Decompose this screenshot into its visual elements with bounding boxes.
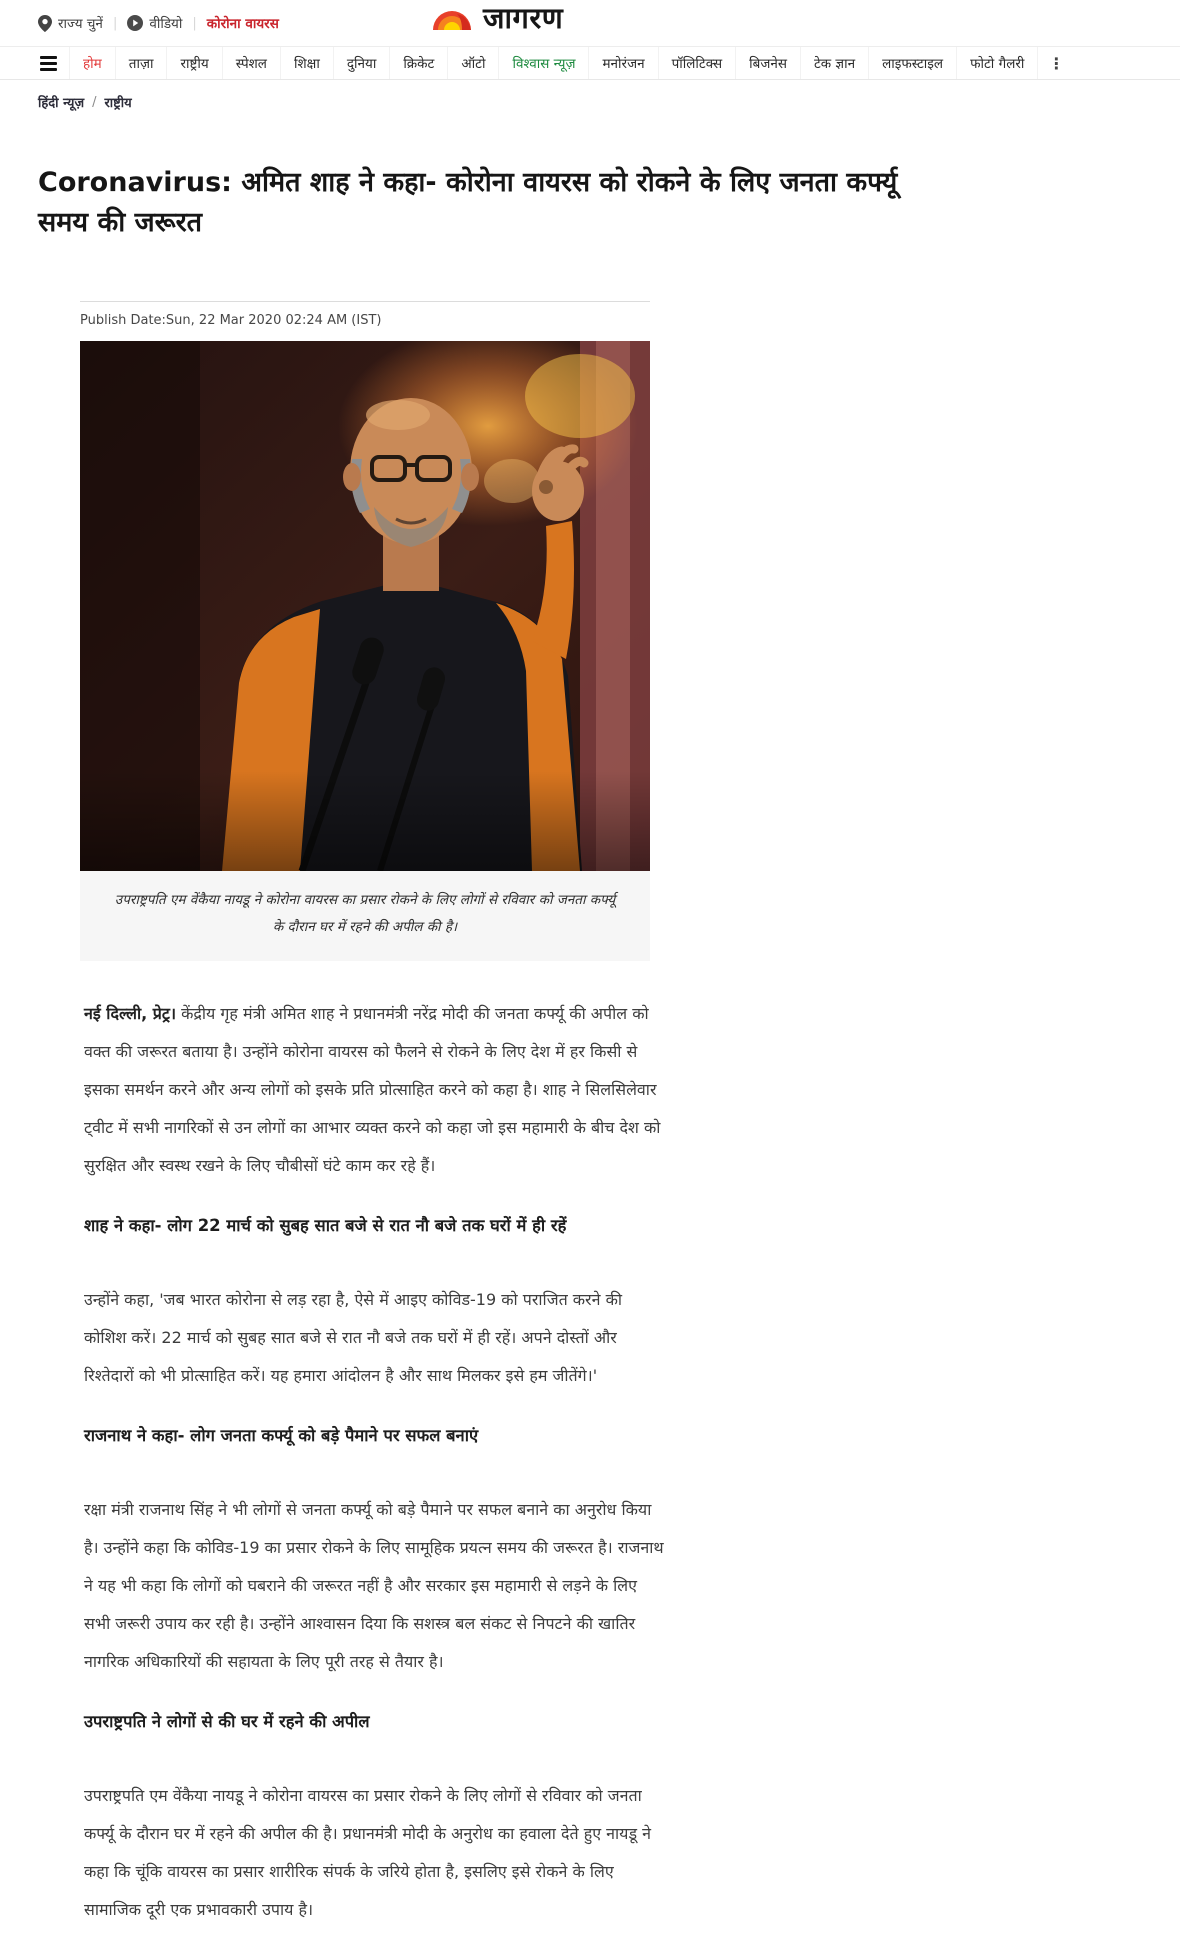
breadcrumb-hindi-news[interactable]: हिंदी न्यूज़ (38, 96, 85, 111)
nav-item-auto[interactable]: ऑटो (447, 47, 498, 79)
paragraph-2: उन्होंने कहा, 'जब भारत कोरोना से लड़ रहा है, ऐसे में आइए कोविड-19 को पराजित करने की कोशिश करें। 22 मार्च को सुबह सात बजे से रात नौ बजे तक घरों में ही रहें। अपने दोस्तों और रिश्तेदारों को भी प्रोत्साहित करें। यह हमारा आंदोलन है और साथ मिलकर इसे हम जीतेंगे।' (84, 1290, 622, 1385)
publish-date: Publish Date:Sun, 22 Mar 2020 02:24 AM (IST) (80, 301, 650, 328)
jagran-logo-text: जागरण (483, 1, 564, 35)
nav-item-national[interactable]: राष्ट्रीय (166, 47, 221, 79)
state-select-label: राज्य चुनें (58, 16, 103, 32)
paragraph-1-text: केंद्रीय गृह मंत्री अमित शाह ने प्रधानमंत्री नरेंद्र मोदी की जनता कर्फ्यू की अपील को वक्त की जरूरत बताया है। उन्होंने कोरोना वायरस को फैलने से रोकने के लिए देश में हर किसी से इसका समर्थन करने और अन्य लोगों को इसके प्रति प्रोत्साहित करने को कहा है। शाह ने सिलसिलेवार ट्वीट में सभी नागरिकों से उन लोगों का आभार व्यक्त करने को कहा जो इस महामारी के बीच देश को सुरक्षित और स्वस्थ रखने के लिए चौबीसों घंटे काम कर रहे हैं। (84, 1004, 661, 1175)
nav-item-vishwas-news[interactable]: विश्वास न्यूज़ (498, 47, 588, 79)
article-figure (80, 341, 650, 961)
nav-item-cricket[interactable]: क्रिकेट (389, 47, 447, 79)
video-label: वीडियो (149, 16, 183, 32)
nav-item-education[interactable]: शिक्षा (280, 47, 333, 79)
corona-label: कोरोना वायरस (206, 16, 279, 32)
nav-item-business[interactable]: बिजनेस (735, 47, 800, 79)
video-link[interactable] (127, 14, 182, 32)
breadcrumb-separator: / (92, 94, 97, 110)
article-headline: Coronavirus: अमित शाह ने कहा- कोरोना वायरस को रोकने के लिए जनता कर्फ्यू समय की जरूरत (38, 167, 898, 238)
dateline-lead: नई दिल्ली, प्रेट्र। (84, 1004, 177, 1023)
article (0, 163, 1180, 1929)
play-icon (127, 15, 143, 31)
paragraph-3: रक्षा मंत्री राजनाथ सिंह ने भी लोगों से जनता कर्फ्यू को बड़े पैमाने पर सफल बनाने का अनुरोध किया है। उन्होंने कहा कि कोविड-19 का प्रसार रोकने के लिए सामूहिक प्रयत्न समय की जरूरत है। राजनाथ ने यह भी कहा कि लोगों को घबराने की जरूरत नहीं है और सरकार इस महामारी से लड़ने के लिए सभी जरूरी उपाय कर रही है। उन्होंने आश्वासन दिया कि सशस्त्र बल संकट से निपटने की खातिर नागरिक अधिकारियों की सहायता के लिए पूरी तरह से तैयार है। (84, 1500, 664, 1671)
nav-item-lifestyle[interactable]: लाइफस्टाइल (868, 47, 956, 79)
top-bar (0, 0, 1180, 46)
nav-item-politics[interactable]: पॉलिटिक्स (658, 47, 736, 79)
nav-item-photo-gallery[interactable]: फोटो गैलरी (956, 47, 1038, 79)
nav-item-world[interactable]: दुनिया (333, 47, 389, 79)
topbar-divider: | (112, 15, 118, 31)
nav-item-taza[interactable]: ताज़ा (115, 47, 167, 79)
state-select-link[interactable] (38, 14, 103, 32)
nav-item-special[interactable]: स्पेशल (222, 47, 280, 79)
jagran-logo[interactable] (432, 1, 564, 35)
article-body (84, 995, 664, 1929)
image-caption: उपराष्ट्रपति एम वेंकैया नायडू ने कोरोना वायरस का प्रसार रोकने के लिए लोगों से रविवार को जनता कर्फ्यू के दौरान घर में रहने की अपील की है। (80, 871, 650, 961)
topbar-left-links (38, 14, 279, 32)
nav-item-entertainment[interactable]: मनोरंजन (588, 47, 657, 79)
nav-item-tech[interactable]: टेक ज्ञान (800, 47, 868, 79)
jagran-sun-icon (432, 5, 476, 35)
article-image (80, 341, 650, 871)
subheading-3: उपराष्ट्रपति ने लोगों से की घर में रहने की अपील (84, 1712, 370, 1731)
breadcrumb (0, 80, 1180, 111)
main-nav (0, 46, 1180, 80)
nav-item-home[interactable]: होम (69, 47, 115, 79)
corona-virus-link[interactable] (207, 14, 279, 32)
subheading-1: शाह ने कहा- लोग 22 मार्च को सुबह सात बजे से रात नौ बजे तक घरों में ही रहें (84, 1216, 567, 1235)
hamburger-menu-icon[interactable] (28, 47, 69, 79)
paragraph-1 (84, 995, 664, 1185)
nav-more-icon[interactable]: ⋮ (1048, 53, 1065, 73)
location-pin-icon (38, 15, 52, 32)
topbar-divider: | (192, 15, 197, 31)
subheading-2: राजनाथ ने कहा- लोग जनता कर्फ्यू को बड़े पैमाने पर सफल बनाएं (84, 1426, 479, 1445)
breadcrumb-national[interactable]: राष्ट्रीय (104, 96, 132, 111)
paragraph-4: उपराष्ट्रपति एम वेंकैया नायडू ने कोरोना वायरस का प्रसार रोकने के लिए लोगों से रविवार को जनता कर्फ्यू के दौरान घर में रहने की अपील की है। प्रधानमंत्री मोदी के अनुरोध का हवाला देते हुए नायडू ने कहा कि चूंकि वायरस का प्रसार शारीरिक संपर्क के जरिये होता है, इसलिए इसे रोकने के लिए सामाजिक दूरी एक प्रभावकारी उपाय है। (84, 1786, 651, 1919)
